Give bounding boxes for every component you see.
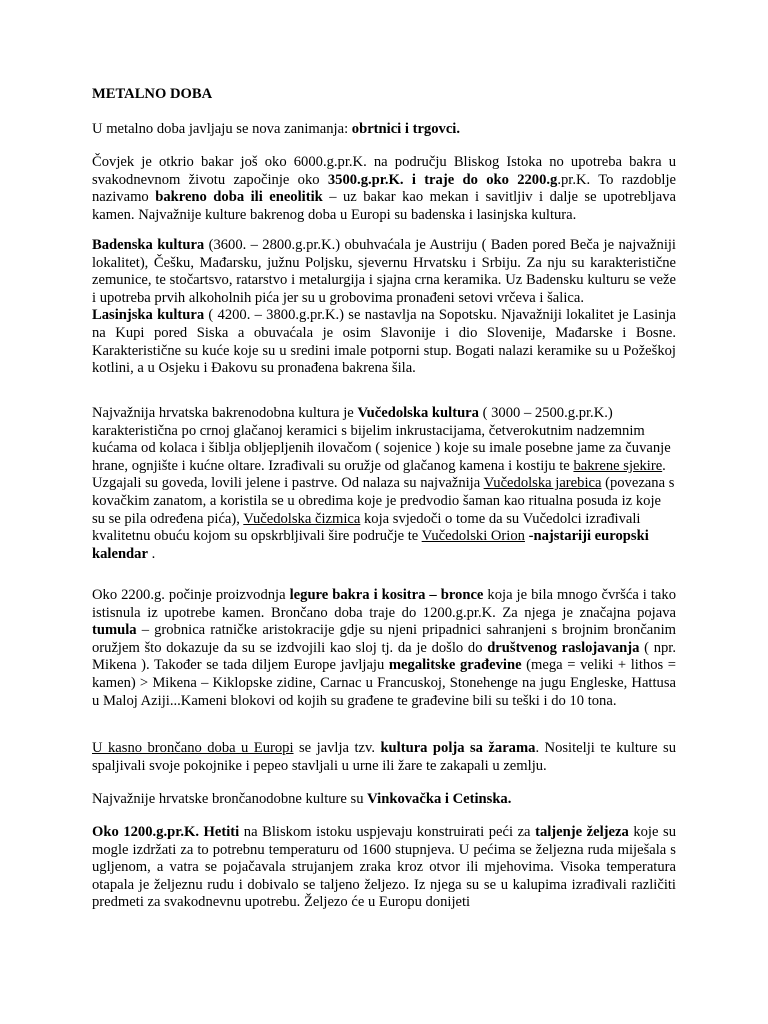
page-title: METALNO DOBA xyxy=(92,86,213,102)
text-span: Najvažnije hrvatske brončanodobne kulture su xyxy=(92,791,368,807)
bold-span: 3500.g.pr.K. i traje do oko 2200.g xyxy=(327,171,558,188)
text-span: Najvažnija hrvatska bakrenodobna kultura je xyxy=(92,405,358,421)
text-span: . Nositelji te kulture su spaljivali svoje pokojnike i pepeo stavljali u urne ili žare te zakapali u zemlju. xyxy=(92,740,676,774)
text-span: koja je bila mnogo čvršća i tako istisnula iz upotrebe kamen. Brončano doba traje do 1200.g.pr.K. Za njega je značajna pojava xyxy=(92,587,676,621)
text-span: (povezana s kovačkim zanatom, a koristila se u obredima koje je predvodio šaman kao ritualna posuda iz koje su se pila određena pića), xyxy=(92,475,675,527)
text-span: koje su mogle izdržati za to potrebnu temperaturu od 1600 stupnjeva. U pećima se željezna ruda miješala s ugljenom, a vatra se pojačavala strujanjem zraka kroz otvor ili mjehovima. Visoka temperatura otapala je željeznu rudu i dobivalo se taljeno željezo. Iz njega su se u kalupima izrađivali različiti predmeti za svakodnevnu upotrebu. Željezo će u Europu donijeti xyxy=(92,824,676,911)
paragraph-bronze-age xyxy=(92,587,676,710)
bold-span: društvenog raslojavanja xyxy=(487,639,640,656)
bold-span: tumula xyxy=(92,622,137,639)
bold-span: Vinkovačka i Cetinska. xyxy=(367,791,512,807)
underlined-span: bakrene sjekire xyxy=(573,457,663,474)
text-span: – uz bakar kao mekan i savitljiv i dalje se upotrebljava kamen. Najvažnije kulture bakrenog doba u Europi su badenska i lasinjska kultura. xyxy=(92,189,676,223)
text-span: – grobnica ratničke aristokracije gdje su njeni pripadnici sahranjeni s brojnim brončanim oružjem što dokazuje da su se izdvojili kao sloj tj. da je došlo do xyxy=(92,622,676,656)
text-span: ( 4200. – 3800.g.pr.K.) se nastavlja na Sopotsku. Njavažniji lokalitet je Lasinja na Kupi pored Siska a obuvaćala je osim Slavonije i dio Slovenije, Mađarske i Bosne. Karakteristične su kuće koje su u sredini imale potporni stup. Bogati nalazi keramike su u Požeškoj kotlini, a u Osjeku i Đakovu su pronađena bakrena šila. xyxy=(92,307,676,377)
bold-span: taljenje željeza xyxy=(535,824,629,840)
bold-span: bakreno doba ili eneolitik xyxy=(155,189,323,206)
bold-span: kultura polja sa žarama xyxy=(380,740,536,756)
underlined-span: Vučedolski Orion xyxy=(421,528,525,545)
underlined-span: Vučedolska čizmica xyxy=(243,510,361,527)
bold-span: Badenska kultura xyxy=(92,237,205,253)
text-span: . Uzgajali su goveda, lovili jelene i pastrve. Od nalaza su najvažnija xyxy=(92,457,666,492)
text-span: . xyxy=(147,545,156,562)
bold-span: legure bakra i kositra – bronce xyxy=(289,587,484,603)
text-span: na Bliskom istoku uspjevaju konstruirati peći za xyxy=(239,824,536,840)
bold-span: Lasinjska kultura xyxy=(92,307,205,324)
text-span: (3600. – 2800.g.pr.K.) obuhvaćala je Austriju ( Baden pored Beča je najvažniji lokalitet), Češku, Mađarsku, južnu Poljsku, sjevernu Hrvatsku i Srbiju. Za nju su karakteristične zemunice, te stočartsvo, ratarstvo i metalurgija i sjajna crna keramika. Uz Badensku kulturu se veže i upotreba prvih alkoholnih pića jer su u grobovima pronađeni setovi vrčeva i šalica. xyxy=(92,237,676,306)
underlined-span: Vučedolska jarebica xyxy=(483,475,602,492)
text-span: se javlja tzv. xyxy=(293,740,381,756)
text-span: U metalno doba javljaju se nova zanimanja: xyxy=(92,121,352,137)
paragraph-copper-age xyxy=(92,154,676,224)
text-span: Čovjek je otkrio bakar još oko 6000.g.pr.K. na području Bliskog Istoka no upotreba bakra u svakodnevnom životu započinje oko xyxy=(92,154,676,188)
bold-span: obrtnici i trgovci. xyxy=(351,121,460,137)
text-span: Oko 2200.g. počinje proizvodnja xyxy=(92,587,290,603)
text-span: koja svjedoči o tome da su Vučedolci izrađivali kvalitetnu obuću kojom su opskrbljivali šire područje te xyxy=(92,510,641,545)
bold-span: Oko 1200.g.pr.K. Hetiti xyxy=(92,824,240,840)
paragraph-iron-hittites xyxy=(92,824,676,912)
bold-span: Vučedolska kultura xyxy=(357,405,479,421)
text-span: ( npr. Mikena ). Također se tada diljem Europe javljaju xyxy=(92,639,676,674)
text-span: ( 3000 – 2500.g.pr.K.) karakteristična po crnoj glačanoj keramici s bijelim inkrustacijama, četverokutnim nadzemnim kućama od kolaca i šiblja obljepljenih ilovačom ( sojenice ) koje su imale posebne jame za čuvanje hrane, ognjište i kućne oltare. Izrađivali su oružje od glačanog kamena i kostiju te xyxy=(92,405,671,474)
underlined-span: U kasno brončano doba u Europi xyxy=(92,740,294,756)
text-span: .pr.K. To razdoblje nazivamo xyxy=(92,171,677,206)
paragraph-intro xyxy=(92,121,676,139)
text-span: (mega = veliki + lithos = kamen) > Mikena – Kiklopske zidine, Carnac u Francuskoj, Stonehenge na jugu Engleske, Hattusa u Maloj Aziji...Kameni blokovi od kojih su građene te građevine bili su teški i do 10 tona. xyxy=(92,657,677,709)
bold-span: -najstariji europski kalendar xyxy=(92,528,649,562)
paragraph-vucedol xyxy=(92,405,676,563)
paragraph-croatian-bronze-cultures xyxy=(92,791,676,809)
paragraph-urnfield-culture xyxy=(92,740,676,775)
bold-span: megalitske građevine xyxy=(388,657,522,674)
paragraph-baden-lasinja xyxy=(92,237,676,378)
